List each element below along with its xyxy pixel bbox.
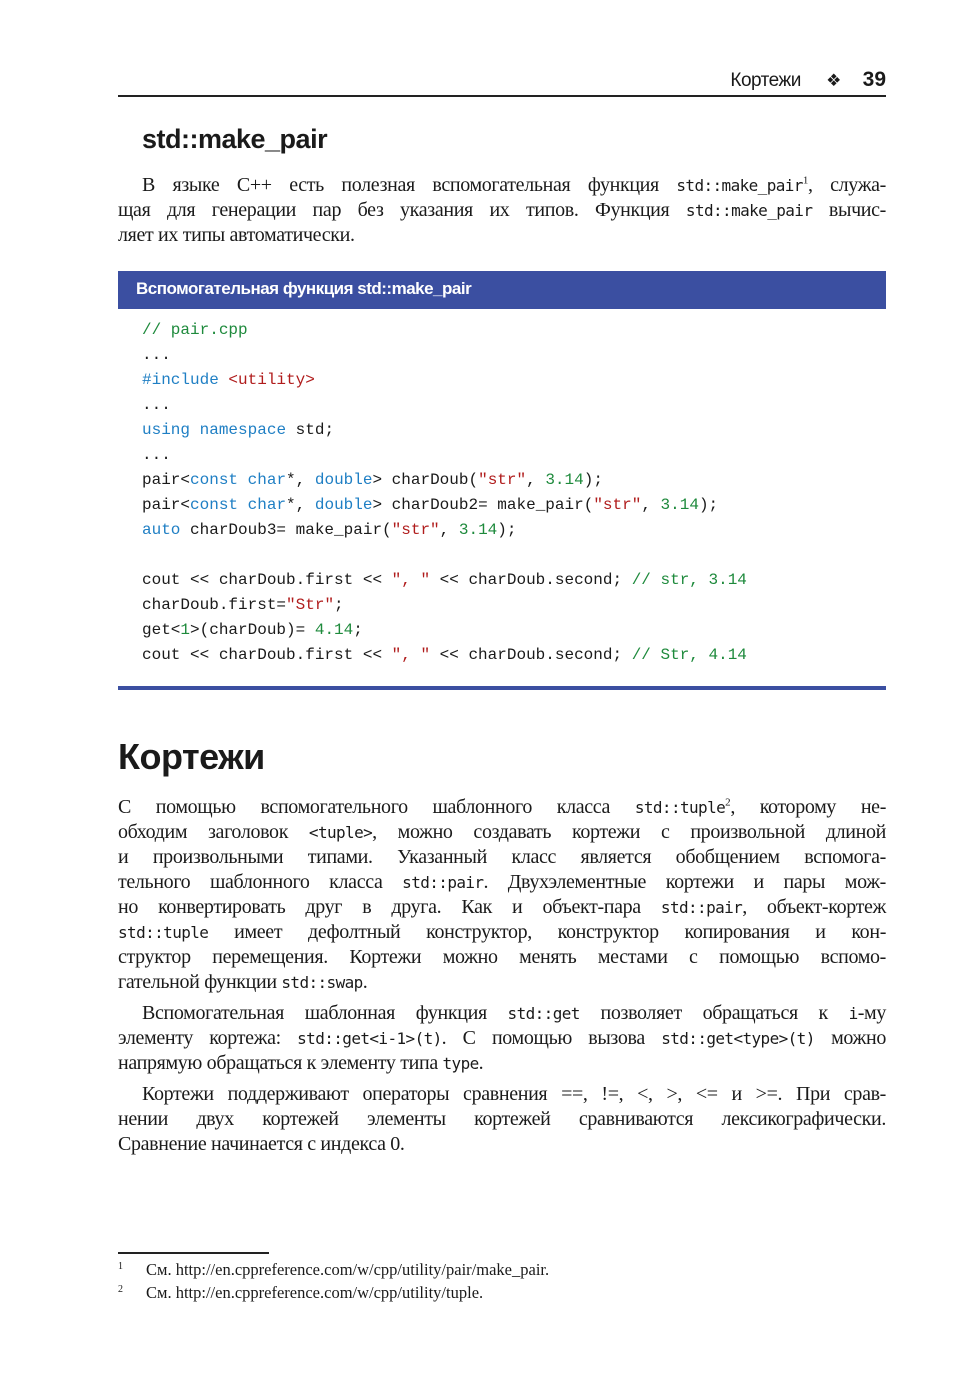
running-header [118,68,886,97]
text-run: элементу кортежа: [118,1027,298,1049]
code-token-cm: // Str, 4.14 [631,646,747,664]
text-line [118,1082,886,1107]
text-run: . Двухэлементные кортежи и пары мож- [483,871,886,893]
text-run: , можно создавать кортежи с произвольной длиной [372,821,886,843]
code-token-pl: charDoub3= make_pair( [180,521,392,539]
code-token-pl: std; [286,421,335,439]
paragraph-std-get [118,1001,886,1076]
code-token-kw: auto [142,521,181,539]
code-token-pl [190,421,200,439]
text-run: . [362,971,368,993]
inline-code: std::tuple [118,923,209,942]
text-run: Кортежи поддерживают операторы сравнения ==, !=, <, >, <= и >=. При срав- [142,1083,886,1105]
code-token-pl: ); [497,521,517,539]
code-token-kw: char [247,471,287,489]
code-token-pl: ; [353,621,363,639]
text-run: -му [857,1002,886,1024]
text-line [118,920,886,945]
code-token-kw: const [190,496,239,514]
text-run: гательной функции [118,971,282,993]
text-line [118,1026,886,1051]
text-line [118,1051,886,1076]
code-token-pl: ); [698,496,719,514]
paragraph-comparison [118,1082,886,1157]
code-line [142,518,747,543]
text-run: позволяет обращаться к [579,1002,849,1024]
text-run: , служа- [808,174,886,196]
paragraph-make-pair [118,173,886,248]
inline-code: std::pair [660,898,743,917]
code-token-kw: char [247,496,287,514]
text-line [118,795,886,820]
text-run: тельного шаблонного класса [118,871,403,893]
code-token-num: 1 [180,621,191,639]
code-line [142,568,747,593]
inline-code: std::make_pair [685,201,813,220]
code-token-pl: << charDoub.second; [430,646,632,664]
code-token-pl: > charDoub2= make_pair( [372,496,594,514]
code-line [142,418,747,443]
code-token-num: 3.14 [545,471,584,489]
code-token-pl: pair< [142,471,191,489]
code-token-str: "str" [391,521,440,539]
footnote-2 [118,1283,483,1303]
text-line [118,173,886,198]
text-line [118,870,886,895]
text-run: обходим заголовок [118,821,309,843]
footnote-1 [118,1260,549,1280]
code-token-cm: // pair.cpp [142,321,248,339]
running-title: Кортежи [730,70,801,91]
code-token-pl: ... [142,446,171,464]
code-token-pl: , [439,521,459,539]
code-token-str: "str" [478,471,527,489]
code-token-pl: ; [334,596,344,614]
code-token-kw: const [190,471,239,489]
footnote-ref: 2 [725,796,731,809]
code-line [142,443,747,468]
code-box-title: Вспомогательная функция std::make_pair [118,271,886,309]
code-token-kw: #include [142,371,219,389]
code-token-num: 4.14 [314,621,354,639]
code-token-num: 3.14 [660,496,699,514]
text-run: . С помощью вызова [441,1027,662,1049]
code-token-pl: *, [286,471,315,489]
text-line [118,820,886,845]
footnote-number: 2 [118,1284,123,1295]
code-token-kw: namespace [199,421,287,439]
code-line [142,468,747,493]
code-token-pl: << charDoub.second; [430,571,632,589]
text-line [118,970,886,995]
code-line [142,318,747,343]
code-token-pl [219,371,229,389]
code-token-str: "Str" [286,596,335,614]
text-run: , объект-кортеж [742,896,886,918]
code-token-pl [238,471,248,489]
code-line [142,368,747,393]
text-line [118,1107,886,1132]
code-token-cm: // str, 3.14 [631,571,747,589]
code-box-bottom-rule [118,686,886,690]
text-line [118,223,886,248]
text-run: можно [814,1027,886,1049]
code-line [142,393,747,418]
section-heading-make-pair: std::make_pair [142,124,328,154]
code-token-pl: , [526,471,546,489]
text-run: . [478,1052,484,1074]
code-line [142,493,747,518]
code-token-str: ", " [391,571,431,589]
text-run: имеет дефолтный конструктор, конструктор копирования и кон- [208,921,886,943]
footnote-number: 1 [118,1261,123,1272]
text-run: , которому не- [730,796,887,818]
paragraph-tuple-intro [118,795,886,995]
code-listing [142,318,747,668]
code-token-kw: double [314,471,373,489]
inline-code: std::pair [402,873,484,892]
inline-code: std::swap [281,973,363,992]
text-run: С помощью вспомогательного шаблонного класса [118,796,635,818]
code-line [142,593,747,618]
code-token-pl: *, [286,496,315,514]
text-run: Сравнение начинается с индекса 0. [118,1133,405,1155]
code-token-pl: , [641,496,661,514]
code-token-str: <utility> [228,371,315,389]
text-run: но конвертировать друг в друга. Как и объект-пара [118,896,661,918]
text-line [118,945,886,970]
footnote-ref: 1 [802,174,808,187]
text-run: и произвольными типами. Указанный класс является обобщением вспомога- [118,846,886,868]
code-token-pl: ... [142,346,171,364]
code-token-num: 3.14 [458,521,498,539]
footnote-text: См. http://en.cppreference.com/w/cpp/utility/pair/make_pair. [146,1260,550,1279]
footnote-rule [118,1252,269,1254]
code-token-pl: pair< [142,496,191,514]
code-line [142,643,747,668]
text-run: структор перемещения. Кортежи можно менять местами с помощью вспомо- [118,946,886,968]
code-token-pl: charDoub.first= [142,596,287,614]
inline-code: type [442,1054,479,1073]
inline-code: std::get [507,1004,580,1023]
code-line [142,343,747,368]
code-token-kw: double [314,496,373,514]
inline-code: std::tuple [634,798,726,817]
text-line [118,1132,886,1157]
ornament-icon: ❖ [826,71,842,90]
code-token-pl: ... [142,396,171,414]
section-heading-tuples: Кортежи [118,736,265,777]
text-line [118,845,886,870]
inline-code: std::get<i-1>(t) [297,1029,442,1048]
text-run: В языке С++ есть полезная вспомогательная функция [142,174,677,196]
code-token-str: ", " [391,646,431,664]
code-token-kw: using [142,421,191,439]
footnote-text: См. http://en.cppreference.com/w/cpp/utility/tuple. [146,1283,484,1302]
code-line [142,618,747,643]
text-run: щая для генерации пар без указания их типов. Функция [118,199,686,221]
code-token-pl: ); [583,471,603,489]
code-line [142,543,747,568]
text-run: напрямую обращаться к элементу типа [118,1052,443,1074]
inline-code: i [848,1004,858,1023]
page-number: 39 [862,68,886,91]
text-line [118,198,886,223]
text-run: вычис- [812,199,886,221]
code-token-pl: >(charDoub)= [190,621,315,639]
code-token-pl: > charDoub( [372,471,479,489]
code-token-pl: get< [142,621,181,639]
text-run: нении двух кортежей элементы кортежей сравниваются лексикографически. [118,1108,886,1130]
text-line [118,1001,886,1026]
code-token-pl: cout << charDoub.first << [142,646,392,664]
code-token-pl [238,496,248,514]
text-line [118,895,886,920]
inline-code: <tuple> [308,823,373,842]
code-token-pl: cout << charDoub.first << [142,571,392,589]
inline-code: std::get<type>(t) [661,1029,815,1048]
code-token-str: "str" [593,496,642,514]
text-run: Вспомогательная шаблонная функция [142,1002,508,1024]
inline-code: std::make_pair [676,176,803,195]
text-run: ляет их типы автоматически. [118,224,355,246]
